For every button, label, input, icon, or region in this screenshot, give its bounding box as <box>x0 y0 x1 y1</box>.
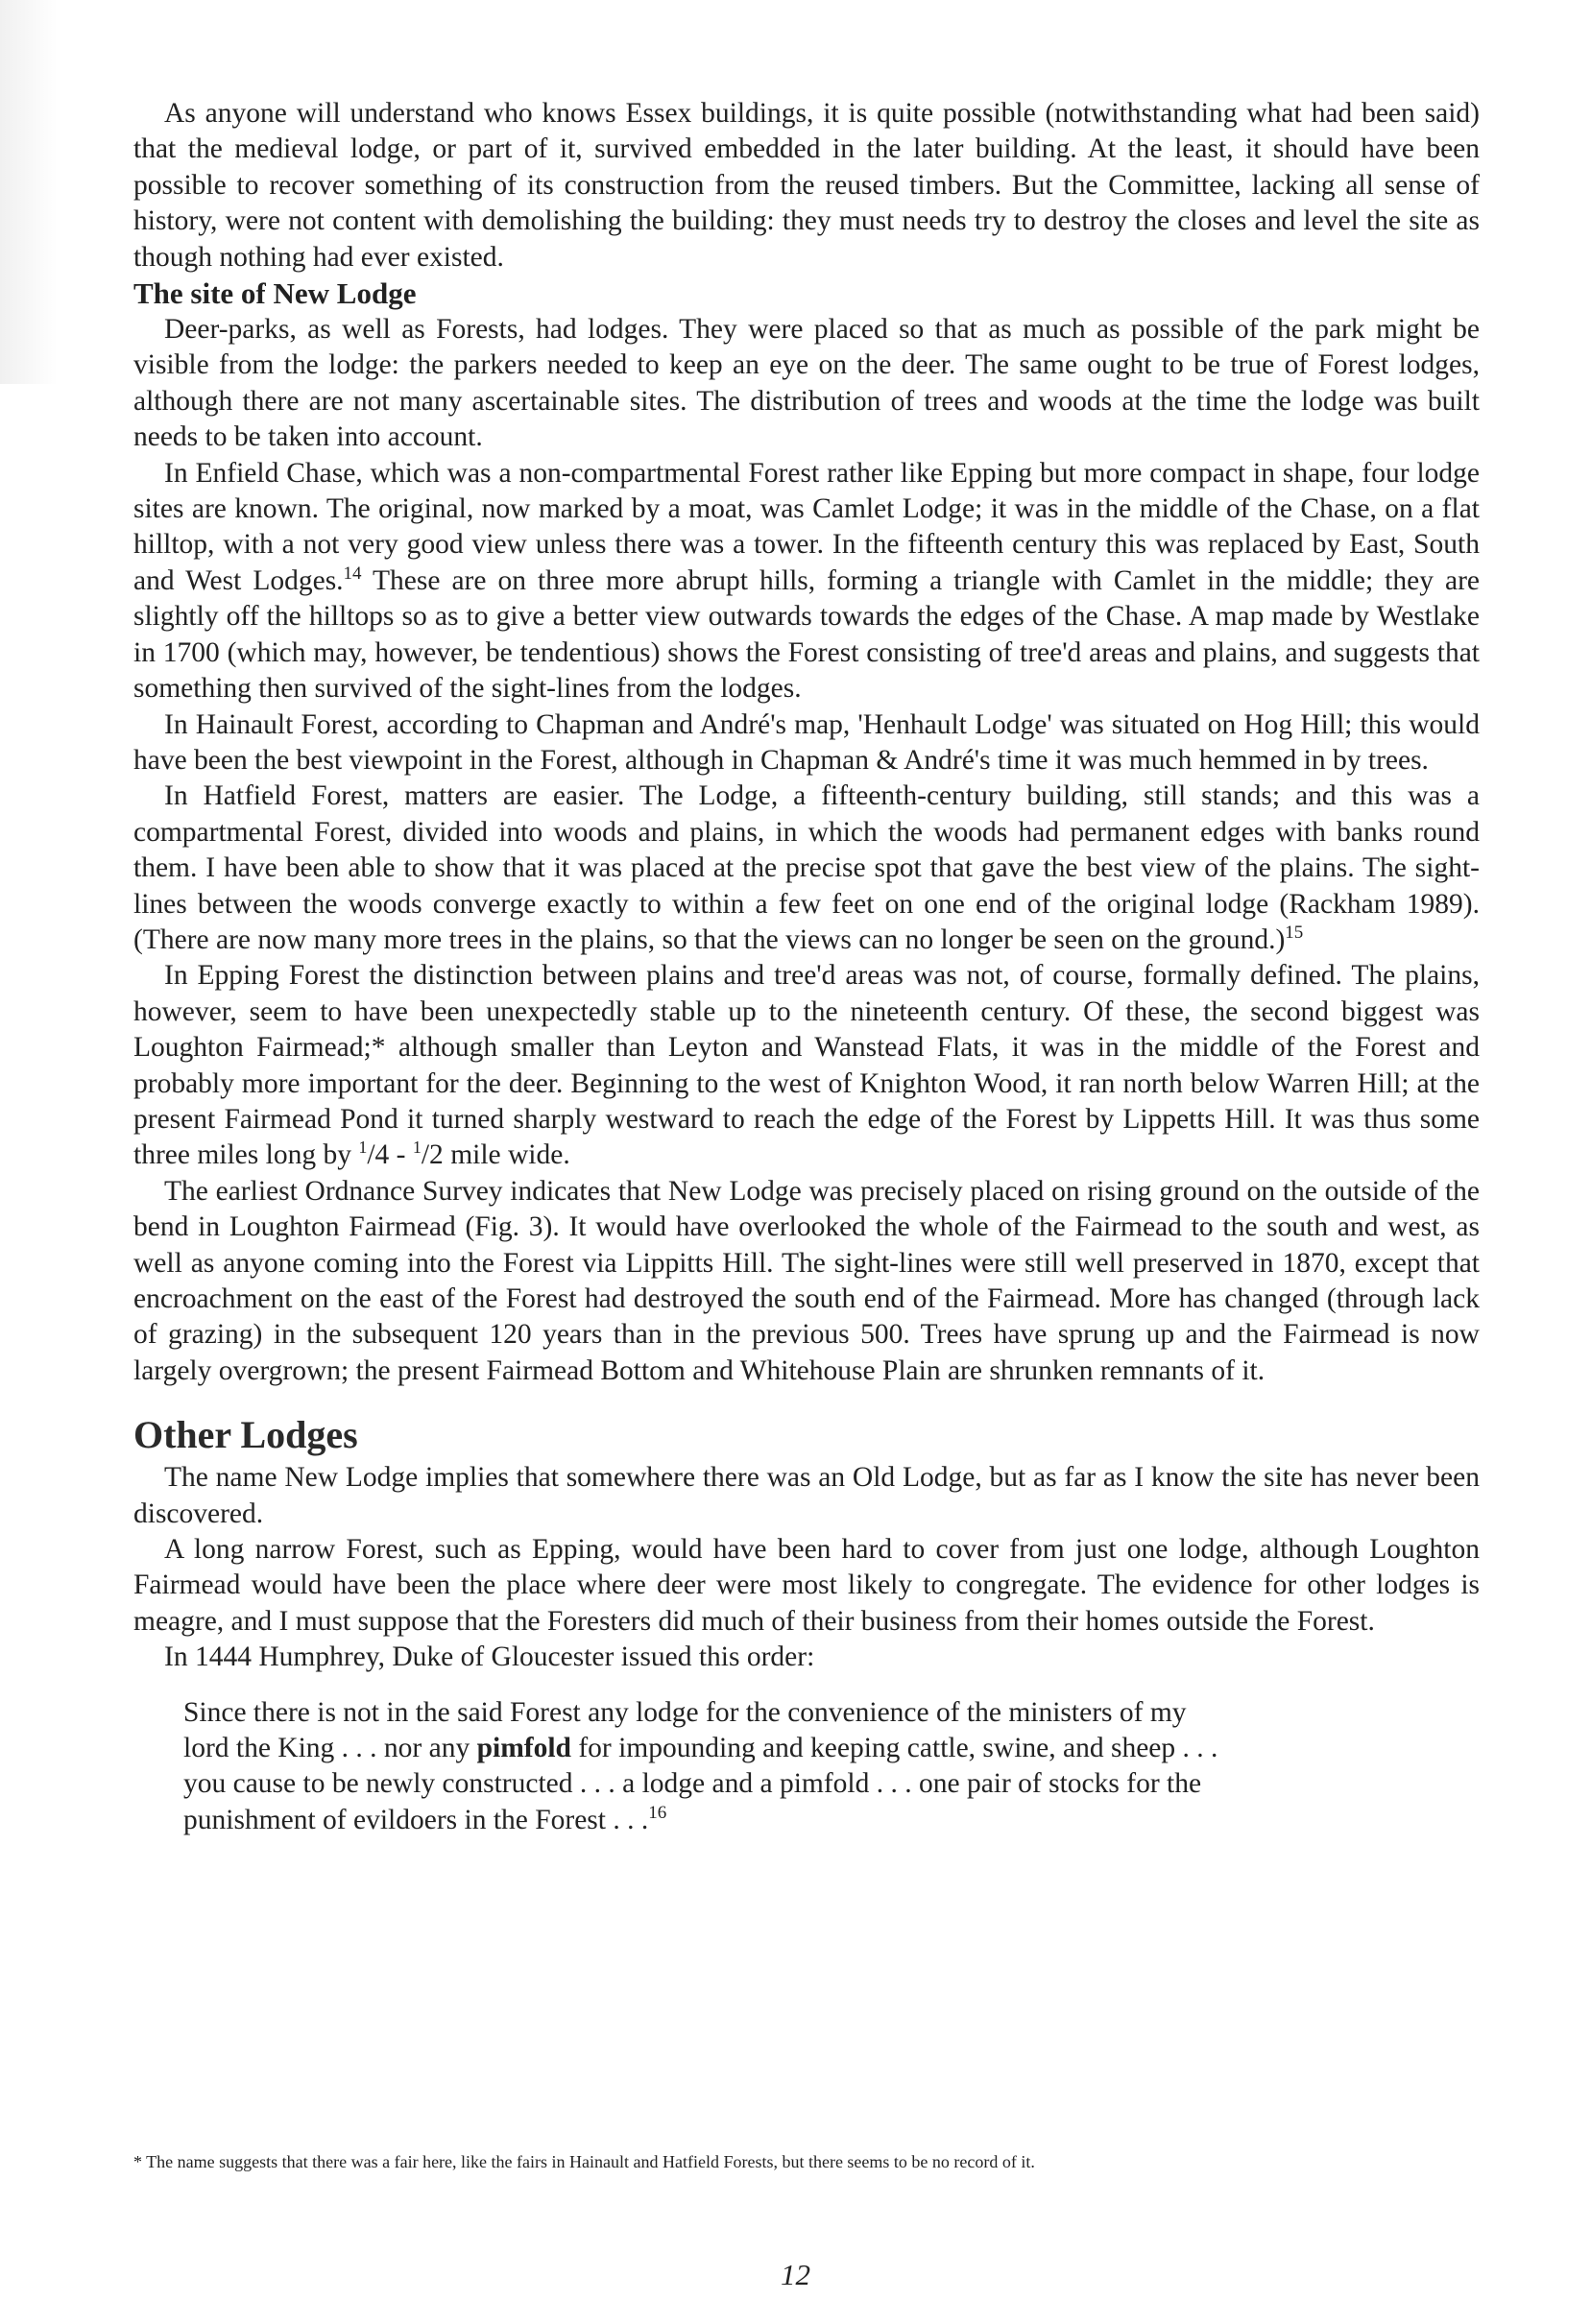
quote-line-4 <box>183 1803 1460 1838</box>
quote-text: punishment of evildoers in the Forest . . . <box>183 1804 649 1835</box>
epping-paragraph <box>133 958 1480 1173</box>
footnote-ref-15: 15 <box>1285 922 1304 944</box>
footnote-ref-14: 14 <box>343 563 362 585</box>
footnote-ref-16: 16 <box>648 1803 667 1824</box>
fraction-separator: - <box>389 1139 413 1171</box>
hainault-paragraph: In Hainault Forest, according to Chapman and André's map, 'Henhault Lodge' was situated on Hog Hill; this would have been the best viewpoint in the Forest, although in Chapman & André's time it was much hemmed in by trees. <box>133 708 1480 776</box>
block-quote <box>133 1695 1480 1839</box>
fraction-numerator: 1 <box>412 1138 422 1158</box>
enfield-text-2: These are on three more abrupt hills, forming a triangle with Camlet in the middle; they are slightly off the hilltops so as to give a better view outwards towards the edges of the Chase. A map made by Westlake in 1700 (which may, however, be tendentious) shows the Forest consisting of tree'd areas and plains, and suggests that something then survived of the sight-lines from the lodges. <box>133 564 1480 705</box>
pimfold-term: pimfold <box>476 1733 571 1764</box>
fraction-quarter <box>358 1139 389 1170</box>
quote-line-2 <box>183 1731 1460 1766</box>
epping-text-2: mile wide. <box>443 1139 570 1171</box>
intro-paragraph: As anyone will understand who knows Essex buildings, it is quite possible (notwithstanding what had been said) that the medieval lodge, or part of it, survived embedded in the later building. At the least, it should have been possible to recover something of its construction from the reused timbers. But the Committee, lacking all sense of history, were not content with demolishing the building: they must needs try to destroy the closes and level the site as though nothing had ever existed. <box>133 98 1480 273</box>
quote-line-3: you cause to be newly constructed . . . a lodge and a pimfold . . . one pair of stocks for the <box>183 1768 1202 1800</box>
quote-text: lord the King . . . nor any <box>183 1733 477 1764</box>
deer-parks-paragraph: Deer-parks, as well as Forests, had lodges. They were placed so that as much as possible of the park might be visible from the lodge: the parkers needed to keep an eye on the deer. The same ought to be true of Forest lodges, although there are not many ascertainable sites. The distribution of trees and woods at the time the lodge was built needs to be taken into account. <box>133 314 1480 453</box>
section-heading-other-lodges: Other Lodges <box>133 1413 358 1457</box>
main-text-column <box>133 96 1480 1838</box>
quote-text: for impounding and keeping cattle, swine, and sheep . . . <box>570 1733 1218 1764</box>
humphrey-order-paragraph: In 1444 Humphrey, Duke of Gloucester issued this order: <box>164 1641 815 1673</box>
hatfield-text: In Hatfield Forest, matters are easier. The Lodge, a fifteenth-century building, still stands; and this was a compartmental Forest, divided into woods and plains, in which the woods had permanent edges with banks round them. I have been able to show that it was placed at the precise spot that gave the best view of the plains. The sight-lines between the woods converge exactly to within a few feet on one end of the original lodge (Rackham 1989). (There are now many more trees in the plains, so that the views can no longer be seen on the ground.) <box>133 780 1480 955</box>
fraction-denominator: /2 <box>421 1139 444 1171</box>
fraction-numerator: 1 <box>358 1138 368 1158</box>
epping-text-1: In Epping Forest the distinction between plains and tree'd areas was not, of course, formally defined. The plains, however, seem to have been unexpectedly stable up to the nineteenth century. Of these, the second biggest was Loughton Fairmead;* although smaller than Leyton and Wanstead Flats, it was in the middle of the Forest and probably more important for the deer. Beginning to the west of Knighton Wood, it ran north below Warren Hill; at the present Fairmead Pond it turned sharply westward to reach the edge of the Forest by Lippetts Hill. It was thus some three miles long by <box>133 960 1480 1171</box>
ordnance-survey-paragraph: The earliest Ordnance Survey indicates that New Lodge was precisely placed on rising ground on the outside of the bend in Loughton Fairmead (Fig. 3). It would have overlooked the whole of the Fairmead to the south and west, as well as anyone coming into the Forest via Lippitts Hill. The sight-lines were still well preserved in 1870, except that encroachment on the east of the Forest had destroyed the south end of the Fairmead. More has changed (through lack of grazing) in the subsequent 120 years than in the previous 500. Trees have sprung up and the Fairmead is now largely overgrown; the present Fairmead Bottom and Whitehouse Plain are shrunken remnants of it. <box>133 1175 1480 1386</box>
fraction-half <box>413 1139 444 1170</box>
old-lodge-paragraph: The name New Lodge implies that somewhere there was an Old Lodge, but as far as I know the site has never been discovered. <box>133 1462 1480 1529</box>
quote-line-1: Since there is not in the said Forest any lodge for the convenience of the ministers of my <box>183 1696 1187 1728</box>
subheading-site-of-new-lodge: The site of New Lodge <box>133 276 417 311</box>
hatfield-paragraph <box>133 779 1480 958</box>
enfield-text-1: In Enfield Chase, which was a non-compartmental Forest rather like Epping but more compact in shape, four lodge sites are known. The original, now marked by a moat, was Camlet Lodge; it was in the middle of the Chase, on a flat hilltop, with a not very good view unless there was a tower. In the fifteenth century this was replaced by East, South and West Lodges. <box>133 457 1480 596</box>
enfield-paragraph <box>133 456 1480 707</box>
page-number: 12 <box>781 2258 810 2291</box>
scan-edge-shadow <box>0 0 58 384</box>
page-footnote: * The name suggests that there was a fair here, like the fairs in Hainault and Hatfield Forests, but there seems to be no record of it. <box>133 2152 1035 2171</box>
fraction-denominator: /4 <box>367 1139 390 1171</box>
narrow-forest-paragraph: A long narrow Forest, such as Epping, would have been hard to cover from just one lodge, although Loughton Fairmead would have been the place where deer were most likely to congregate. The evidence for other lodges is meagre, and I must suppose that the Foresters did much of their business from their homes outside the Forest. <box>133 1534 1480 1637</box>
